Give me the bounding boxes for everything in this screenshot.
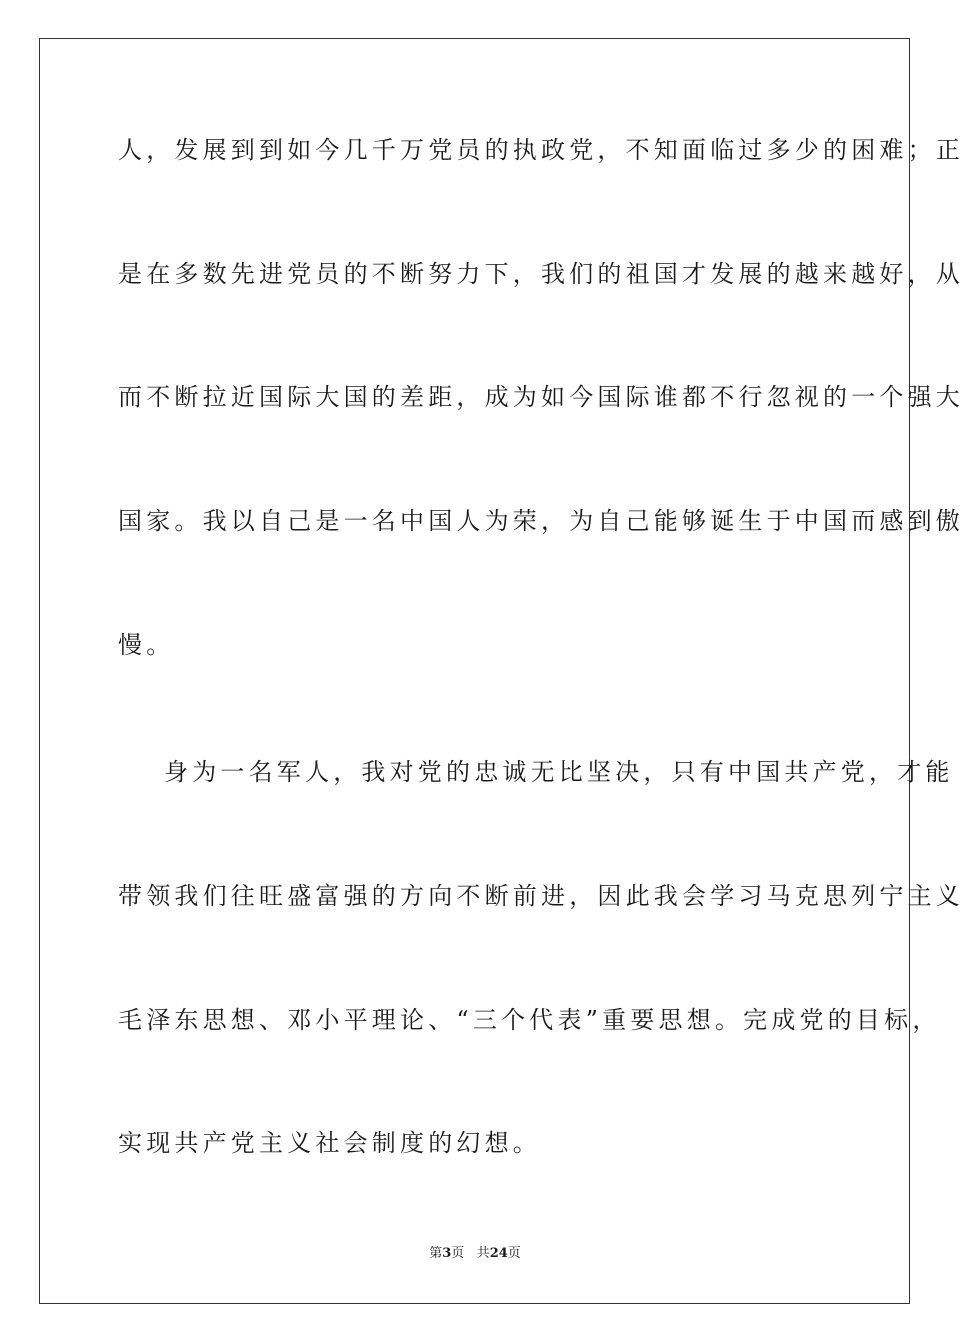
paragraph-1-line-4: 国家。我以自己是一名中国人为荣，为自己能够诞生于中国而感到傲 <box>118 507 964 535</box>
paragraph-1-line-2: 是在多数先进党员的不断努力下，我们的祖国才发展的越来越好，从 <box>118 260 964 288</box>
footer-prefix: 第 <box>429 1246 443 1261</box>
paragraph-2-line-4: 实现共产党主义社会制度的幻想。 <box>118 1129 541 1157</box>
footer-total-suffix: 页 <box>507 1246 521 1261</box>
paragraph-1-line-5: 慢。 <box>118 631 175 659</box>
footer-page-suffix: 页 <box>451 1246 465 1261</box>
page-frame <box>39 38 964 1304</box>
footer-page-number: 3 <box>442 1246 452 1261</box>
paragraph-2-line-1: 身为一名军人，我对党的忠诚无比坚决，只有中国共产党，才能 <box>164 758 954 786</box>
footer-total-pages: 24 <box>489 1246 508 1261</box>
page-footer <box>0 1245 950 1263</box>
footer-total-prefix: 共 <box>476 1246 490 1261</box>
paragraph-2-line-2: 带领我们往旺盛富强的方向不断前进，因此我会学习马克思列宁主义 <box>118 882 964 910</box>
paragraph-1-line-1: 人，发展到到如今几千万党员的执政党，不知面临过多少的困难；正 <box>118 136 964 164</box>
paragraph-2-line-3: 毛泽东思想、邓小平理论、“三个代表”重要思想。完成党的目标， <box>118 1006 941 1034</box>
paragraph-1-line-3: 而不断拉近国际大国的差距，成为如今国际谁都不行忽视的一个强大 <box>118 383 964 411</box>
